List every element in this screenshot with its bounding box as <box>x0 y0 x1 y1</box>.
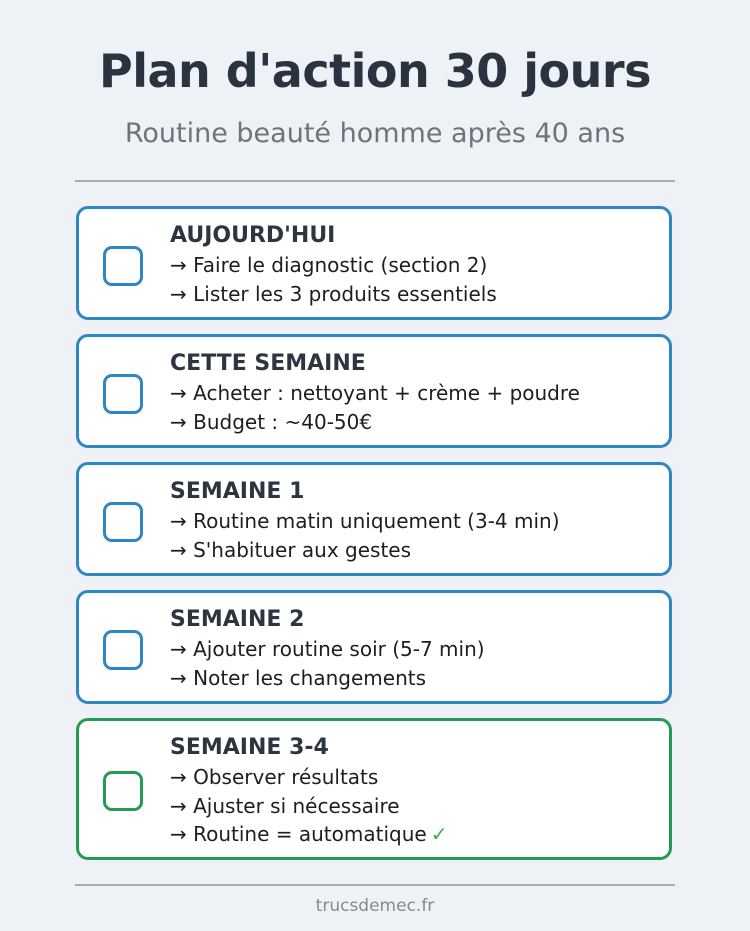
top-divider <box>75 180 675 182</box>
card-item: → Acheter : nettoyant + crème + poudre <box>170 381 580 405</box>
card-item: → Noter les changements <box>170 665 427 690</box>
bottom-divider <box>75 884 675 886</box>
card-semaine-2 <box>76 590 672 704</box>
page-title: Plan d'action 30 jours <box>99 44 651 98</box>
checkbox[interactable] <box>103 771 143 811</box>
card-heading: AUJOURD'HUI <box>170 223 336 248</box>
card-heading: SEMAINE 2 <box>170 607 305 632</box>
card-item: → Ajouter routine soir (5-7 min) <box>170 637 485 661</box>
footer-site: trucsdemec.fr <box>315 896 435 916</box>
checkbox[interactable] <box>103 374 143 414</box>
card-aujourdhui <box>76 206 672 320</box>
checkbox[interactable] <box>103 630 143 670</box>
card-semaine-1 <box>76 462 672 576</box>
card-item: → Faire le diagnostic (section 2) <box>170 253 488 277</box>
card-item-text: → Routine = automatique <box>170 822 427 846</box>
page-subtitle: Routine beauté homme après 40 ans <box>124 118 626 149</box>
checkmark-icon: ✓ <box>430 822 448 846</box>
card-item: → Budget : ~40-50€ <box>170 409 373 434</box>
card-item: → Routine matin uniquement (3-4 min) <box>170 509 560 533</box>
card-heading: SEMAINE 3-4 <box>170 735 329 760</box>
checkbox[interactable] <box>103 502 143 542</box>
card-item: → Lister les 3 produits essentiels <box>170 281 497 306</box>
checkbox[interactable] <box>103 246 143 286</box>
card-heading: SEMAINE 1 <box>170 479 305 504</box>
card-item: → Ajuster si nécessaire <box>170 793 400 818</box>
card-semaine-3-4 <box>76 718 672 860</box>
card-item-last <box>170 820 447 849</box>
card-item: → Observer résultats <box>170 765 379 789</box>
card-cette-semaine <box>76 334 672 448</box>
card-heading: CETTE SEMAINE <box>170 351 366 376</box>
card-item: → S'habituer aux gestes <box>170 537 412 562</box>
